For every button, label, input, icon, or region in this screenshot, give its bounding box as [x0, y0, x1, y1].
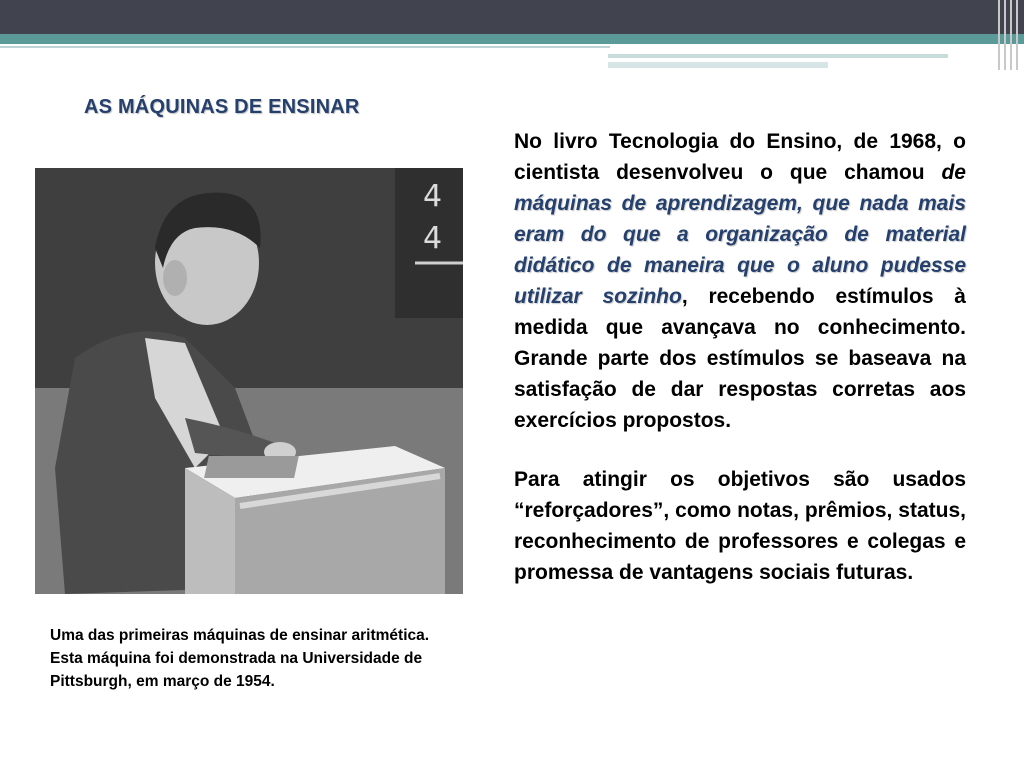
paragraph-1	[514, 126, 966, 436]
paragraph-1-intro: No livro Tecnologia do Ensino, de 1968, o cientista desenvolveu o que chamou	[514, 130, 966, 184]
slide-title: AS MÁQUINAS DE ENSINAR	[84, 96, 360, 118]
top-bar	[0, 0, 1024, 34]
boy-teaching-machine-photo	[35, 168, 463, 594]
teal-divider	[0, 34, 1024, 44]
body-text	[514, 126, 966, 588]
paragraph-1-de: de	[941, 161, 966, 184]
paragraph-1-rest: , recebendo estímulos à medida que avançava no conhecimento. Grande parte dos estímulos se baseava na satisfação de dar respostas corretas aos exercícios propostos.	[514, 285, 966, 432]
svg-text:4: 4	[423, 221, 443, 256]
accent-bar-long	[608, 54, 948, 58]
corner-stripes	[994, 0, 1024, 70]
thin-divider	[0, 46, 610, 48]
paragraph-2: Para atingir os objetivos são usados “reforçadores”, como notas, prêmios, status, reconhecimento de professores e colegas e promessa de vantagens sociais futuras.	[514, 468, 966, 584]
photo-caption: Uma das primeiras máquinas de ensinar aritmética. Esta máquina foi demonstrada na Universidade de Pittsburgh, em março de 1954.	[50, 627, 430, 690]
svg-text:4: 4	[423, 179, 443, 214]
paragraph-1-highlight: máquinas de aprendizagem, que nada mais eram do que a organização de material didático de maneira que o aluno pudesse utilizar sozinho	[514, 192, 966, 308]
accent-bar-short	[608, 62, 828, 68]
